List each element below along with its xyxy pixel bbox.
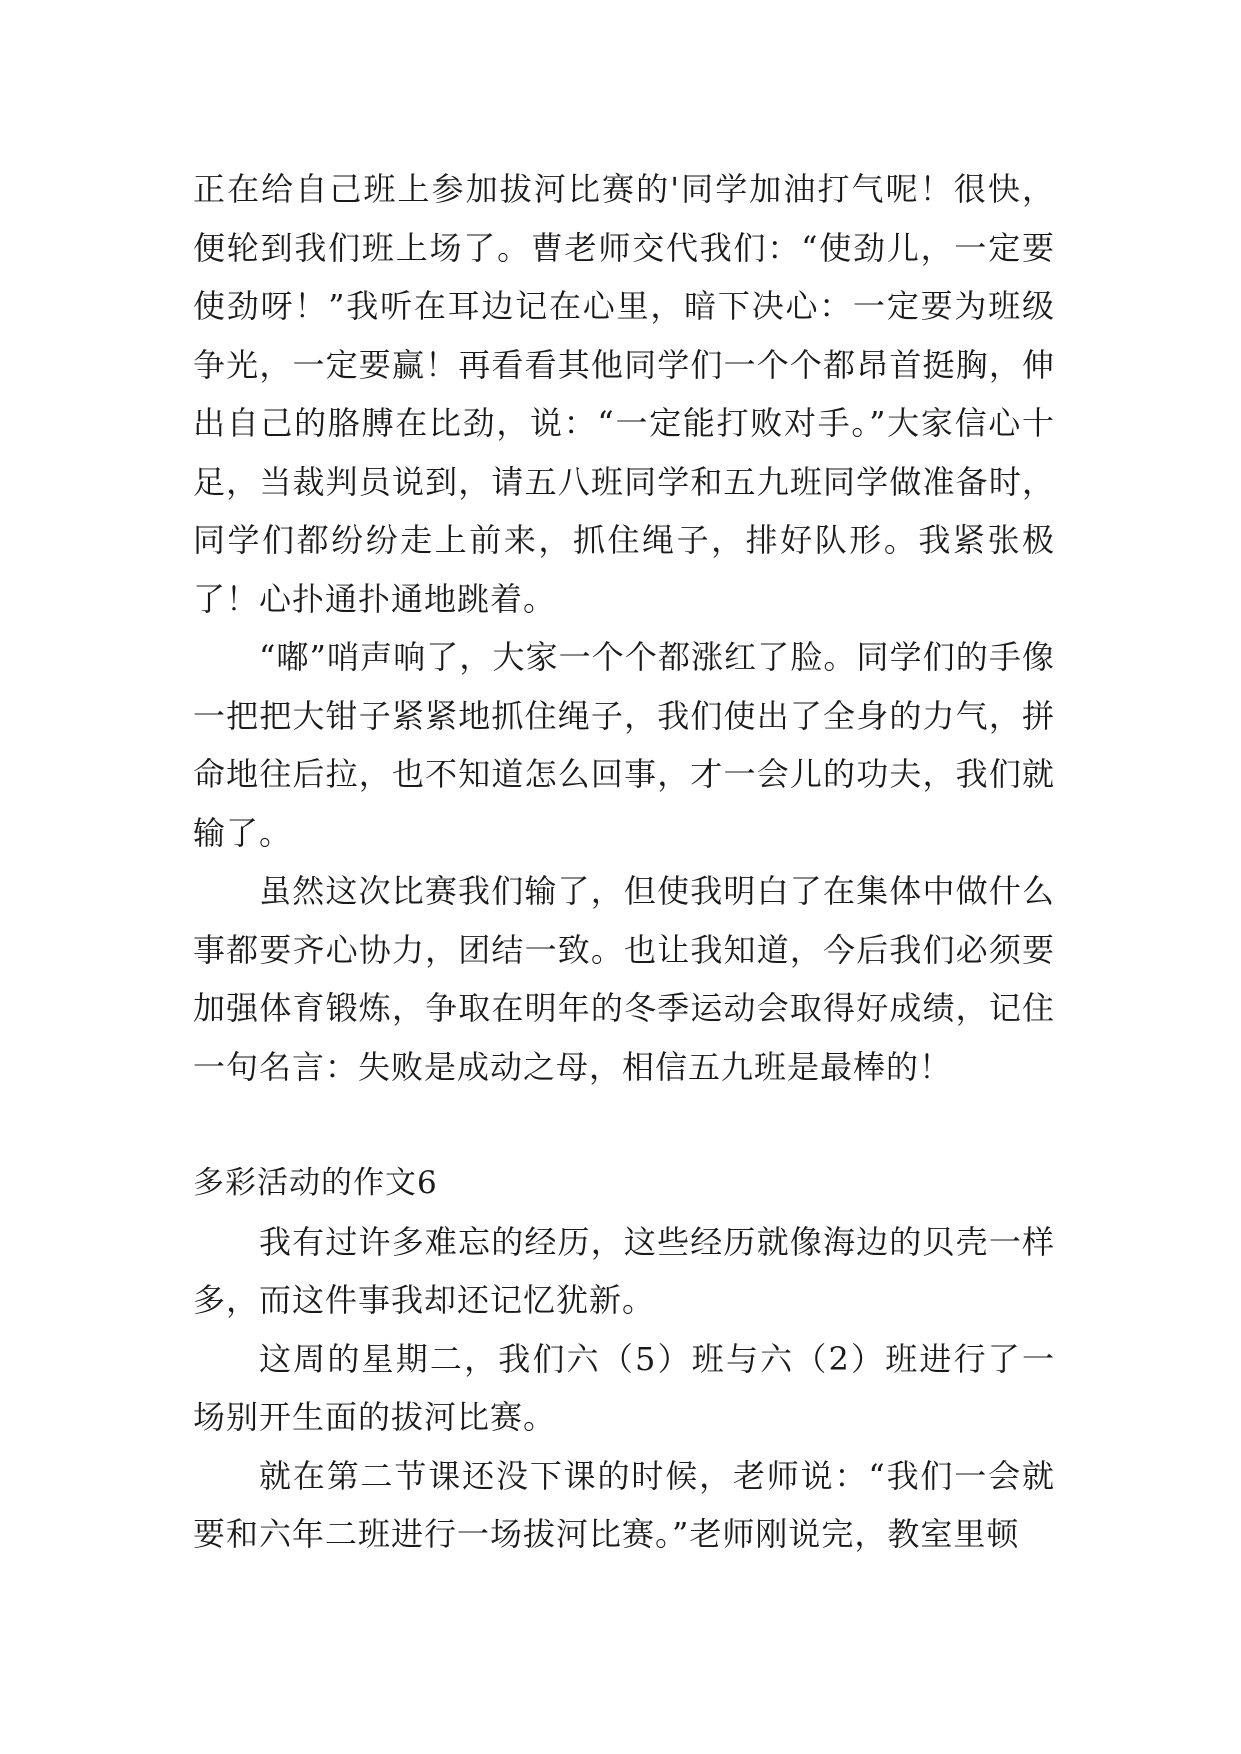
paragraph: “嘟”哨声响了，大家一个个都涨红了脸。同学们的手像一把把大钳子紧紧地抓住绳子，我们使出了全身的力气，拼命地往后拉，也不知道怎么回事，才一会儿的功夫，我们就输了。 <box>193 638 1055 852</box>
paragraph: 这周的星期二，我们六（5）班与六（2）班进行了一场别开生面的拔河比赛。 <box>193 1339 1055 1436</box>
section-heading: 多彩活动的作文6 <box>193 1165 438 1201</box>
paragraph: 我有过许多难忘的经历，这些经历就像海边的贝壳一样多，而这件事我却还记忆犹新。 <box>193 1222 1055 1319</box>
paragraph: 就在第二节课还没下课的时候，老师说：“我们一会就要和六年二班进行一场拔河比赛。”老师刚说完，教室里顿 <box>193 1456 1055 1553</box>
paragraph: 正在给自己班上参加拔河比赛的'同学加油打气呢！很快，便轮到我们班上场了。曹老师交代我们：“使劲儿，一定要使劲呀！”我听在耳边记在心里，暗下决心：一定要为班级争光，一定要赢！再看看其他同学们一个个都昂首挺胸，伸出自己的胳膊在比劲，说：“一定能打败对手。”大家信心十足，当裁判员说到，请五八班同学和五九班同学做准备时，同学们都纷纷走上前来，抓住绳子，排好队形。我紧张极了！心扑通扑通地跳着。 <box>193 170 1055 618</box>
paragraph: 虽然这次比赛我们输了，但使我明白了在集体中做什么事都要齐心协力，团结一致。也让我知道，今后我们必须要加强体育锻炼，争取在明年的冬季运动会取得好成绩，记住一句名言：失败是成动之母，相信五九班是最棒的！ <box>193 872 1055 1086</box>
document-page <box>193 160 1055 1564</box>
